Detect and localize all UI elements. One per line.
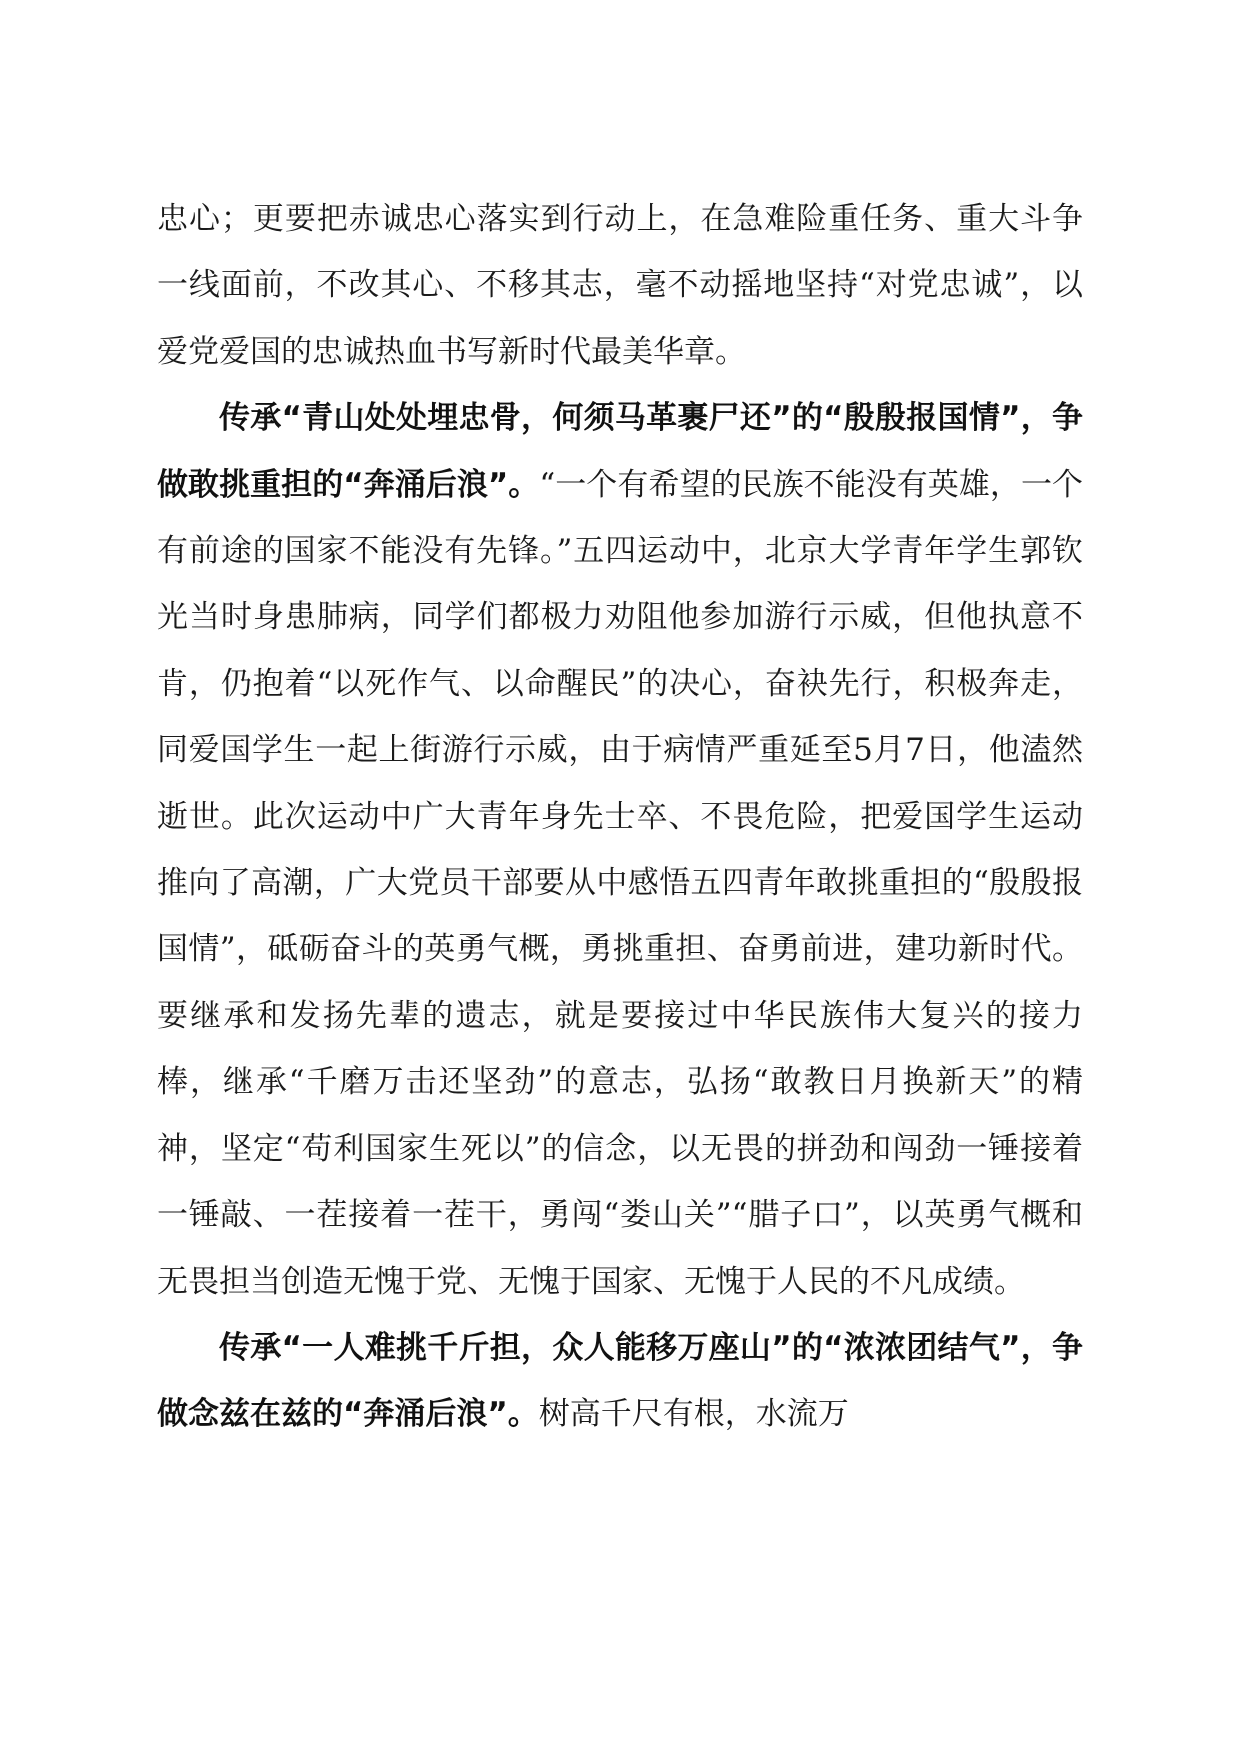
paragraph-body: “一个有希望的民族不能没有英雄，一个有前途的国家不能没有先锋。”五四运动中，北京大学青年学生郭钦光当时身患肺病，同学们都极力劝阻他参加游行示威，但他执意不肯，仍抱着“以死作气、以命醒民”的决心，奋袂先行，积极奔走，同爱国学生一起上街游行示威，由于病情严重延至5月7日，他溘然逝世。此次运动中广大青年身先士卒、不畏危险，把爱国学生运动推向了高潮，广大党员干部要从中感悟五四青年敢挑重担的“殷殷报国情”，砥砺奋斗的英勇气概，勇挑重担、奋勇前进，建功新时代。要继承和发扬先辈的遗志，就是要接过中华民族伟大复兴的接力棒，继承“千磨万击还坚劲”的意志，弘扬“敢教日月换新天”的精神，坚定“苟利国家生死以”的信念，以无畏的拼劲和闯劲一锤接着一锤敲、一茬接着一茬干，勇闯“娄山关”“腊子口”，以英勇气概和无畏担当创造无愧于党、无愧于国家、无愧于人民的不凡成绩。 [157, 466, 1083, 1300]
paragraph-lead: 传承“一人难挑千斤担，众人能移万座山”的“浓浓团结气”，争做念兹在兹的“奔涌后浪”。 [157, 1329, 1083, 1433]
paragraph-patriotism [157, 385, 1083, 1315]
paragraph-body: 忠心；更要把赤诚忠心落实到行动上，在急难险重任务、重大斗争一线面前，不改其心、不移其志，毫不动摇地坚持“对党忠诚”，以爱党爱国的忠诚热血书写新时代最美华章。 [157, 201, 1083, 370]
paragraph-lead: 传承“青山处处埋忠骨，何须马革裹尸还”的“殷殷报国情”，争做敢挑重担的“奔涌后浪”。 [157, 400, 1083, 503]
paragraph-continued [157, 186, 1083, 385]
article-body [157, 186, 1083, 1448]
paragraph-unity [157, 1315, 1083, 1448]
paragraph-body: 树高千尺有根，水流万 [538, 1396, 849, 1433]
